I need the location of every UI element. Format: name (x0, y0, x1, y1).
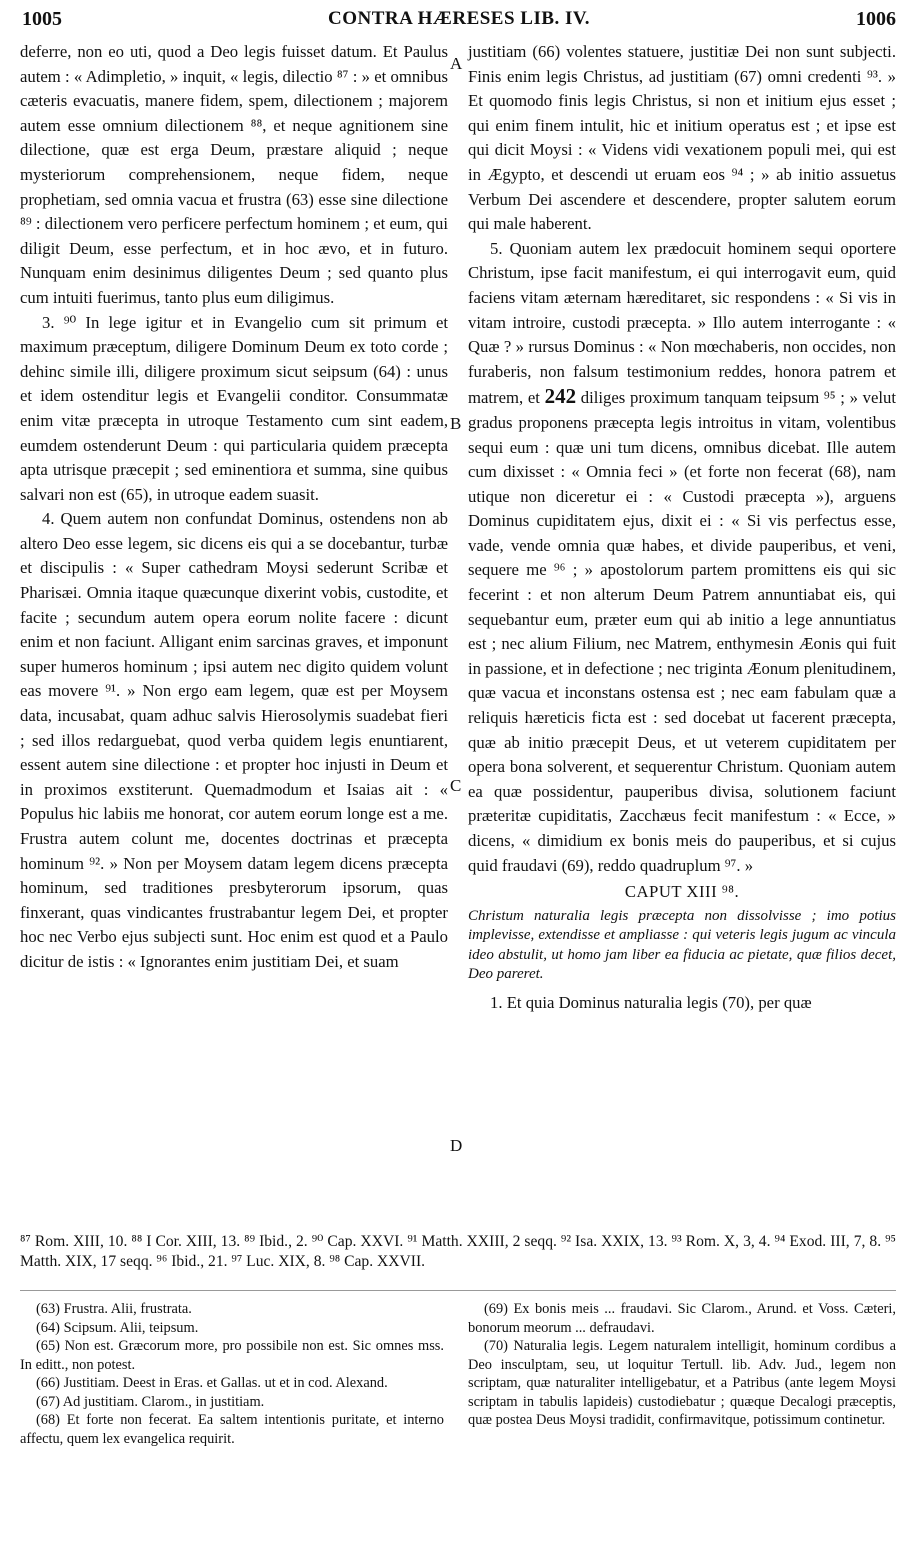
footnote: (66) Justitiam. Deest in Eras. et Gallas. ut et in cod. Alexand. (36, 1375, 388, 1391)
footnote: (65) Non est. Græcorum more, pro possibile non est. Sic omnes mss. In editt., non potest. (20, 1338, 444, 1373)
right-paragraph-1: justitiam (66) volentes statuere, justitiæ Dei non sunt subjecti. Finis enim legis Christus, ad justitiam (67) omni credenti ⁹³. » Et quomodo finis legis Christus, si non et initium ejus esset ; qui enim finem intulit, hic et initium operatus est ; et ipse est qui dicit Moysi : « Videns vidi vexationem populi mei, qui est in Ægypto, et descendi ut eruam eos ⁹⁴ ; » ab initio assuetus Verbum Dei ascendere et descendere, propter salutem eorum qui male haberent. (468, 42, 896, 234)
footnote: (67) Ad justitiam. Clarom., in justitiam. (36, 1393, 265, 1410)
right-paragraph-3: 1. Et quia Dominus naturalia legis (70), per quæ (490, 992, 812, 1012)
footnote: (64) Scipsum. Alii, teipsum. (36, 1319, 199, 1336)
footnote: (69) Ex bonis meis ... fraudavi. Sic Clarom., Arund. et Voss. Cæteri, bonorum meorum ... defraudavi. (468, 1301, 896, 1336)
footnotes-left (20, 1300, 444, 1448)
footnotes-right (468, 1300, 896, 1430)
right-paragraph-2-end: diliges proximum tanquam teipsum ⁹⁵ ; » velut gradus proponens præcepta legis introitus in vitam, volentibus sequi eum : quæ uni tum dicens, omnibus dicebat. Ille autem cum dixisset : « Omnia feci » (et forte non fecerat (68), nam utique non diceretur ei : « Custodi præcepta »), arguens Dominus cupiditatem ejus, dixit ei : « Si vis perfectus esse, vade, vende omnia quæ habes, et divide pauperibus, et veni, sequere me ⁹⁶ ; » apostolorum partem promittens eis qui sic fecerint : et non alterum Deum Patrem annuntiabat eis, qui sequebantur eum, præter eum qui ab initio a lege annuntiatus est ; nec alium Filium, nec Matrem, enthymesin Æonis qui fuit in passione, et in defectione ; nec triginta Æonum plenitudinem, quæ vacua et inconstans ostensa est ; nec eam fabulam quæ a reliquis hæreticis ficta est : sed docebat ut facerent præcepta, quæ ab initio præcepit Deus, et ut veterem cupiditatem per opera bona solverent, et sequerentur Christum. Quoniam autem ea quæ possidentur, pauperibus divisa, solutionem faciunt præteritæ cupiditatis, Zacchæus fecit manifestum : « Ecce, » dicens, « dimidium ex bonis meis do pauperibus, et si cujus quid fraudavi (69), reddo quadruplum ⁹⁷. » (468, 388, 897, 875)
footnote-divider (20, 1290, 896, 1291)
footnote: (70) Naturalia legis. Legem naturalem intelligit, hominum cordibus a Deo insculptam, seu, ut loquitur Tertull. lib. Adv. Jud., legem non scriptam, quæ naturaliter intelligebatur, et a Patribus (ante legem Moysi scriptam in tabulis lapideis) custodiebatur ; quæque Decalogi præceptis, quæ postea Deus Moysi tradidit, confirmavitque, potissimum continetur. (468, 1338, 896, 1428)
left-paragraph-2: 3. ⁹⁰ In lege igitur et in Evangelio cum sit primum et maximum præceptum, diligere Dominum Deum ex toto corde ; dehinc simile illi, diligere proximum sicut seipsum (64) : unus et idem ostenditur legis et Evangelii conditor. Consummatæ enim vitæ præcepta in utroque Testamento cum sint eadem, eumdem ostenderunt Deum : qui particularia quidem præcepta apta utrisque præcepit ; sed eminentiora et summa, sine quibus salvari non est (65), in utroque eadem suasit. (20, 312, 448, 504)
footnote: (68) Et forte non fecerat. Ea saltem intentionis puritate, et interno affectu, quem lex evangelica requirit. (20, 1412, 444, 1447)
right-paragraph-2-start: 5. Quoniam autem lex prædocuit hominem sequi oportere Christum, ipse facit manifestum, ei qui interrogavit eum, quid faciens vitam æternam hæreditaret, sic respondens : « Si vis in vitam introire, custodi præcepta. » Illo autem interrogante : « Quæ ? » rursus Dominus : « Non mœchaberis, non occides, non furaberis, non falsum testimonium reddes, honora patrem et matrem, et (468, 238, 896, 408)
running-title: CONTRA HÆRESES LIB. IV. (328, 8, 590, 29)
margin-letter-c: C (450, 776, 462, 795)
page-number-left: 1005 (22, 8, 62, 30)
page-number-right: 1006 (856, 8, 896, 30)
chapter-summary: Christum naturalia legis præcepta non dissolvisse ; imo potius implevisse, extendisse et ampliasse : qui veteris legis jugum ac vincula ideo abstulit, ut homo jam liber ea fiducia ac pietate, quæ filios decet, Deo pareret. (468, 907, 896, 983)
original-page-marker: 242 (544, 384, 577, 409)
running-header (16, 8, 902, 34)
right-paragraph-2 (468, 237, 896, 878)
chapter-heading: CAPUT XIII ⁹⁸. (624, 882, 740, 902)
footnote: (63) Frustra. Alii, frustrata. (36, 1301, 192, 1317)
margin-letter-a: A (450, 54, 463, 73)
left-paragraph-3: 4. Quem autem non confundat Dominus, ostendens non ab altero Deo esse legem, sic dicens eis qui a se docebantur, turbæ et discipulis : « Super cathedram Moysi sederunt Scribæ et Pharisæi. Omnia itaque quæcunque dixerint vobis, custodite, et facite ; secundum autem opera eorum nolite facere : dicunt enim et non faciunt. Alligant enim sarcinas graves, et imponunt super humeros hominum ; ipsi autem nec digito quidem volunt eas movere ⁹¹. » Non ergo eam legem, quæ est per Moysem data, incusabat, quam adhuc salvis Hierosolymis suadebat fieri ; sed illos redarguebat, quod verba quidem legis enuntiarent, essent autem sine dilectione : et propter hoc injusti in Deum et in proximos exstiterunt. Quemadmodum et Isaias ait : « Populus hic labiis me honorat, cor autem eorum longe est a me. Frustra autem colunt me, docentes doctrinas et præcepta hominum ⁹². » Non per Moysem datam legem dicens præcepta hominum, sed traditiones presbyterorum ipsorum, quas finxerant, quas vindicantes frustrabantur legem Dei, et propter hoc nec Verbo ejus subjecti sunt. Hoc enim est quod et a Paulo dicitur de istis : « Ignorantes enim justitiam Dei, et suam (20, 509, 448, 971)
left-column (20, 40, 448, 975)
left-paragraph-1: deferre, non eo uti, quod a Deo legis fuisset datum. Et Paulus autem : « Adimpletio, » inquit, « legis, dilectio ⁸⁷ : » et omnibus cæteris evacuatis, manere fidem, spem, dilectionem ; majorem autem esse omnium dilectionem ⁸⁸, et neque agnitionem sine dilectione, quæ est erga Deum, præstare aliquid ; neque mysteriorum comprehensionem, neque fidem, neque prophetiam, sed omnia vacua et frustra (63) esse sine dilectione ⁸⁹ : dilectionem vero perficere perfectum hominem ; et eum, qui diligit Deum, esse perfectum, et in hoc ævo, et in futuro. Nunquam enim desinimus diligentes Deum ; sed quanto plus cum intuiti fuerimus, tanto plus eum diligimus. (20, 42, 448, 307)
margin-letter-d: D (450, 1136, 463, 1155)
scripture-references: ⁸⁷ Rom. XIII, 10. ⁸⁸ I Cor. XIII, 13. ⁸⁹ Ibid., 2. ⁹⁰ Cap. XXVI. ⁹¹ Matth. XXIII, 2 seqq. ⁹² Isa. XXIX, 13. ⁹³ Rom. X, 3, 4. ⁹⁴ Exod. III, 7, 8. ⁹⁵ Matth. XIX, 17 seqq. ⁹⁶ Ibid., 21. ⁹⁷ Luc. XIX, 8. ⁹⁸ Cap. XXVII. (20, 1233, 896, 1270)
margin-letter-b: B (450, 414, 462, 433)
right-column (468, 40, 896, 1015)
